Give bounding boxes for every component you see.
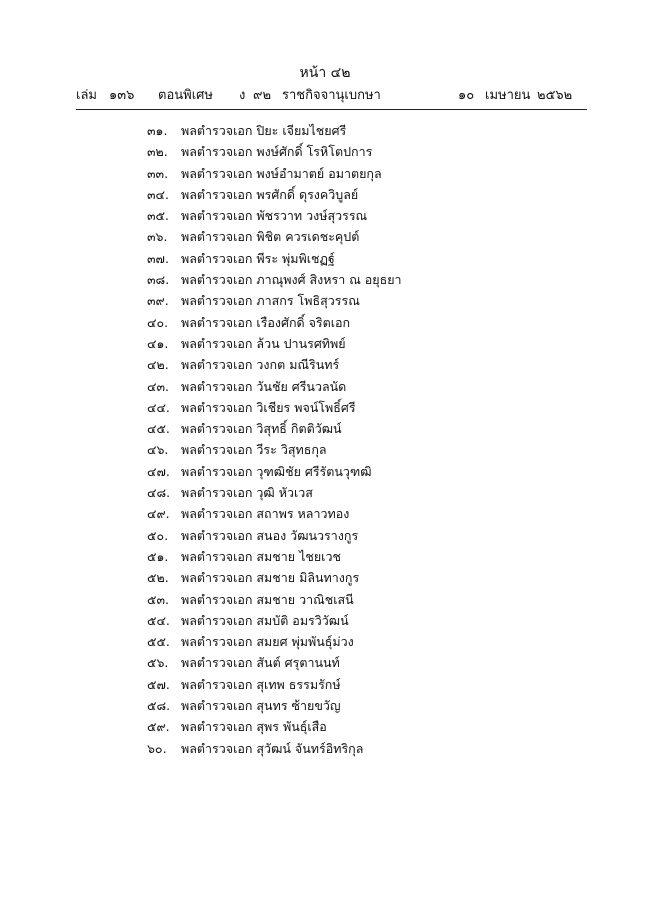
item-number: ๕๒.: [147, 570, 169, 586]
volume-number: ๑๓๖: [109, 88, 135, 103]
item-name: พลตำรวจเอก พงษ์ศักดิ์ โรหิโตปการ: [181, 144, 373, 160]
item-number: ๕๗.: [147, 676, 170, 692]
item-number: ๖๐.: [147, 740, 167, 756]
list-item: [0, 397, 650, 418]
item-number: ๔๘.: [147, 485, 171, 501]
item-number: ๔๓.: [147, 378, 169, 394]
list-item: [0, 333, 650, 354]
list-item: [0, 439, 650, 460]
date-year: ๒๕๖๒: [537, 88, 573, 103]
section-letter: ง: [239, 88, 246, 103]
page-number: หน้า ๔๒: [299, 65, 351, 81]
item-name: พลตำรวจเอก วุฑฒิชัย ศรีรัตนวุฑฒิ: [181, 463, 372, 479]
item-name: พลตำรวจเอก สมบัติ อมรวิวัฒน์: [181, 612, 349, 628]
item-name: พลตำรวจเอก วันชัย ศรีนวลนัด: [181, 378, 347, 394]
item-number: ๕๓.: [147, 591, 169, 607]
item-name: พลตำรวจเอก วิสุทธิ์ กิตติวัฒน์: [181, 421, 342, 437]
item-number: ๕๕.: [147, 634, 170, 650]
item-name: พลตำรวจเอก วุฒิ หัวเวส: [181, 485, 313, 501]
item-number: ๓๙.: [147, 293, 169, 309]
header-divider: [76, 109, 587, 110]
item-number: ๕๘.: [147, 698, 171, 714]
item-number: ๔๗.: [147, 463, 170, 479]
item-name: พลตำรวจเอก สุวัฒน์ จันทร์อิทริกุล: [181, 740, 364, 756]
item-number: ๔๖.: [147, 442, 169, 458]
item-number: ๓๒.: [147, 144, 168, 160]
list-item: [0, 354, 650, 375]
item-name: พลตำรวจเอก ภาสกร โพธิสุวรรณ: [181, 293, 360, 309]
item-number: ๔๙.: [147, 506, 170, 522]
item-number: ๓๗.: [147, 250, 169, 266]
item-name: พลตำรวจเอก สถาพร หลาวทอง: [181, 506, 350, 522]
item-name: พลตำรวจเอก พัชรวาท วงษ์สุวรรณ: [181, 208, 368, 224]
item-name: พลตำรวจเอก สมชาย วาณิชเสนี: [181, 591, 354, 607]
gazette-title: ราชกิจจานุเบกษา: [282, 88, 381, 103]
item-number: ๕๐.: [147, 527, 169, 543]
list-item: [0, 269, 650, 290]
list-item: [0, 248, 650, 269]
list-item: [0, 567, 650, 588]
item-name: พลตำรวจเอก สุเทพ ธรรมรักษ์: [181, 676, 341, 692]
item-number: ๓๔.: [147, 186, 169, 202]
list-item: [0, 695, 650, 716]
name-list: [0, 120, 650, 759]
item-name: พลตำรวจเอก สมชาย ไชยเวช: [181, 548, 341, 564]
item-number: ๔๑.: [147, 335, 169, 351]
item-number: ๔๔.: [147, 399, 170, 415]
list-item: [0, 184, 650, 205]
item-name: พลตำรวจเอก ปิยะ เจียมไชยศรี: [181, 123, 347, 138]
list-item: [0, 716, 650, 737]
list-item: [0, 226, 650, 247]
list-item: [0, 163, 650, 184]
item-name: พลตำรวจเอก พงษ์อำมาตย์ อมาตยกุล: [181, 165, 382, 181]
list-item: [0, 546, 650, 567]
item-name: พลตำรวจเอก วิเชียร พจน์โพธิ์ศรี: [181, 399, 356, 415]
list-item: [0, 503, 650, 524]
item-number: ๕๑.: [147, 548, 169, 564]
list-item: [0, 290, 650, 311]
item-name: พลตำรวจเอก สุนทร ซ้ายขวัญ: [181, 698, 341, 714]
item-name: พลตำรวจเอก วีระ วิสุทธกุล: [181, 442, 327, 458]
list-item: [0, 674, 650, 695]
list-item: [0, 141, 650, 162]
list-item: [0, 120, 650, 141]
item-number: ๔๒.: [147, 357, 169, 373]
item-number: ๕๔.: [147, 612, 170, 628]
list-item: [0, 525, 650, 546]
item-number: ๓๑.: [147, 123, 168, 138]
item-name: พลตำรวจเอก พีระ พุ่มพิเชฏฐ์: [181, 250, 335, 266]
date-month: เมษายน: [485, 88, 531, 103]
date-day: ๑๐: [458, 88, 475, 103]
list-item: [0, 461, 650, 482]
item-name: พลตำรวจเอก ภาณุพงศ์ สิงหรา ณ อยุธยา: [181, 272, 402, 288]
item-name: พลตำรวจเอก พรศักดิ์ ดุรงควิบูลย์: [181, 186, 359, 202]
item-number: ๓๘.: [147, 272, 170, 288]
item-name: พลตำรวจเอก สุพร พันธุ์เสือ: [181, 719, 327, 735]
item-name: พลตำรวจเอก สมยศ พุ่มพันธุ์ม่วง: [181, 634, 354, 650]
volume-label: เล่ม: [76, 88, 97, 103]
item-number: ๔๕.: [147, 421, 170, 437]
list-item: [0, 652, 650, 673]
item-number: ๓๕.: [147, 208, 169, 224]
item-number: ๓๖.: [147, 229, 168, 245]
list-item: [0, 589, 650, 610]
list-item: [0, 610, 650, 631]
list-item: [0, 738, 650, 759]
item-name: พลตำรวจเอก ล้วน ปานรศทิพย์: [181, 335, 346, 351]
list-item: [0, 376, 650, 397]
item-name: พลตำรวจเอก สนอง วัฒนวรางกูร: [181, 527, 359, 543]
item-number: ๕๙.: [147, 719, 170, 735]
issue-number: ๙๒: [253, 88, 272, 103]
item-number: ๓๓.: [147, 165, 169, 181]
item-name: พลตำรวจเอก สมชาย มิลินทางกูร: [181, 570, 360, 586]
list-item: [0, 312, 650, 333]
item-name: พลตำรวจเอก เรืองศักดิ์ จริตเอก: [181, 314, 351, 330]
list-item: [0, 418, 650, 439]
list-item: [0, 482, 650, 503]
issue-label: ตอนพิเศษ: [158, 88, 213, 103]
item-number: ๔๐.: [147, 314, 169, 330]
item-name: พลตำรวจเอก สันต์ ศรุตานนท์: [181, 655, 340, 671]
item-number: ๕๖.: [147, 655, 169, 671]
item-name: พลตำรวจเอก วงกต มณีรินทร์: [181, 357, 340, 373]
list-item: [0, 205, 650, 226]
list-item: [0, 631, 650, 652]
item-name: พลตำรวจเอก พิชิต ควรเดชะคุปต์: [181, 229, 360, 245]
